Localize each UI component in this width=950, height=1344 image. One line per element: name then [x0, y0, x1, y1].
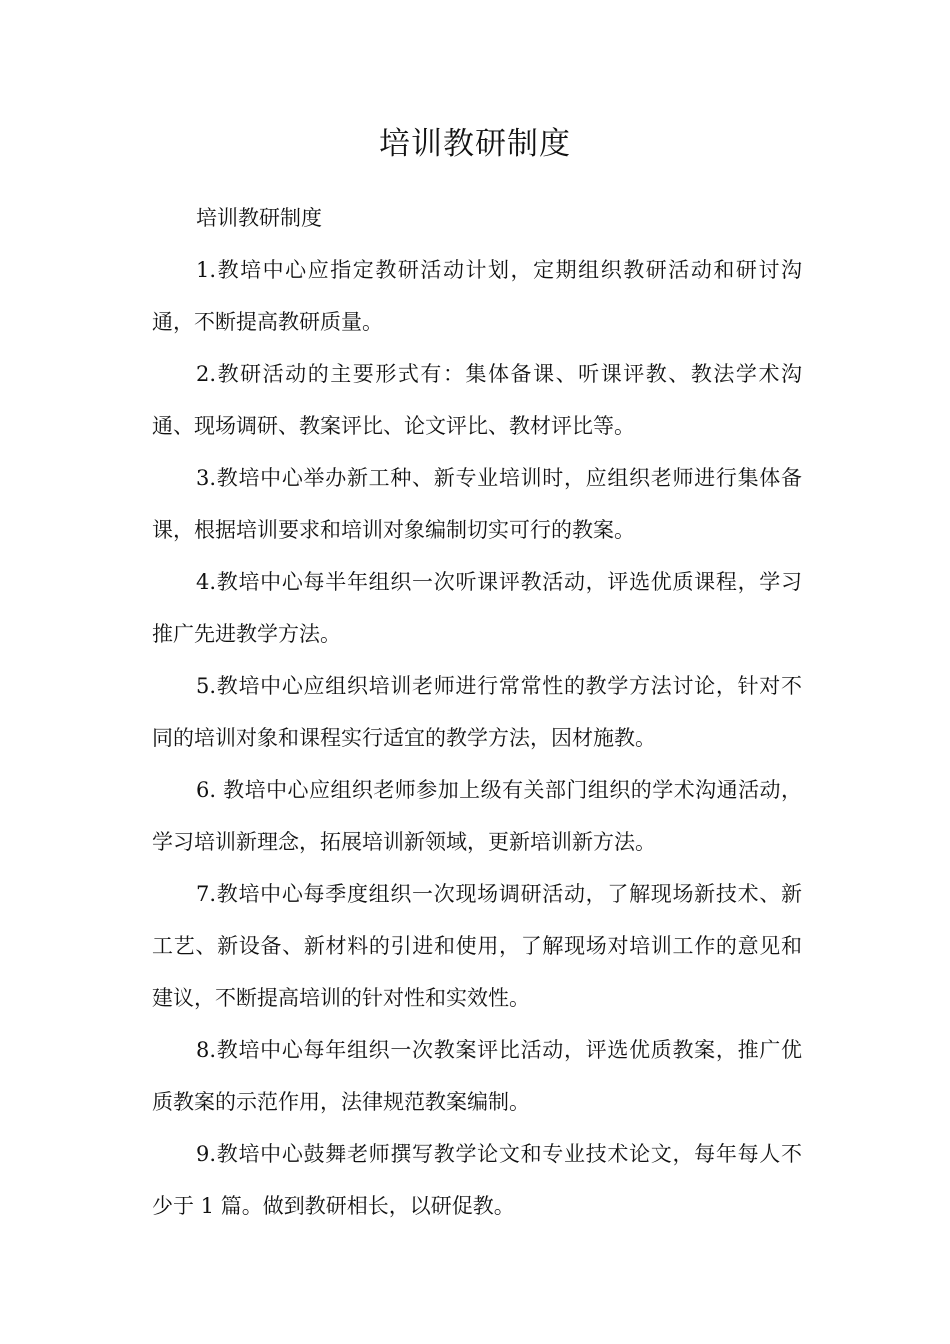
paragraph-item-9: 9.教培中心鼓舞老师撰写教学论文和专业技术论文，每年每人不少于 1 篇。做到教研相长，以研促教。 [152, 1142, 802, 1218]
paragraph-item-2: 2.教研活动的主要形式有：集体备课、听课评教、教法学术沟通、现场调研、教案评比、论文评比、教材评比等。 [152, 362, 802, 438]
paragraph-item-3: 3.教培中心举办新工种、新专业培训时，应组织老师进行集体备课，根据培训要求和培训对象编制切实可行的教案。 [152, 466, 802, 542]
paragraph-item-5: 5.教培中心应组织培训老师进行常常性的教学方法讨论，针对不同的培训对象和课程实行适宜的教学方法，因材施教。 [152, 674, 802, 750]
paragraph-item-6: 6. 教培中心应组织老师参加上级有关部门组织的学术沟通活动，学习培训新理念，拓展培训新领域，更新培训新方法。 [152, 778, 802, 854]
document-title: 培训教研制度 [379, 126, 571, 162]
paragraph-item-1: 1.教培中心应指定教研活动计划，定期组织教研活动和研讨沟通，不断提高教研质量。 [152, 258, 802, 334]
paragraph-item-4: 4.教培中心每半年组织一次听课评教活动，评选优质课程，学习推广先进教学方法。 [152, 570, 802, 646]
paragraph-item-7: 7.教培中心每季度组织一次现场调研活动，了解现场新技术、新工艺、新设备、新材料的引进和使用，了解现场对培训工作的意见和建议，不断提高培训的针对性和实效性。 [152, 882, 802, 1010]
document-body [152, 192, 802, 1232]
paragraph-item-8: 8.教培中心每年组织一次教案评比活动，评选优质教案，推广优质教案的示范作用，法律规范教案编制。 [152, 1038, 802, 1114]
paragraph-subtitle: 培训教研制度 [196, 206, 322, 230]
